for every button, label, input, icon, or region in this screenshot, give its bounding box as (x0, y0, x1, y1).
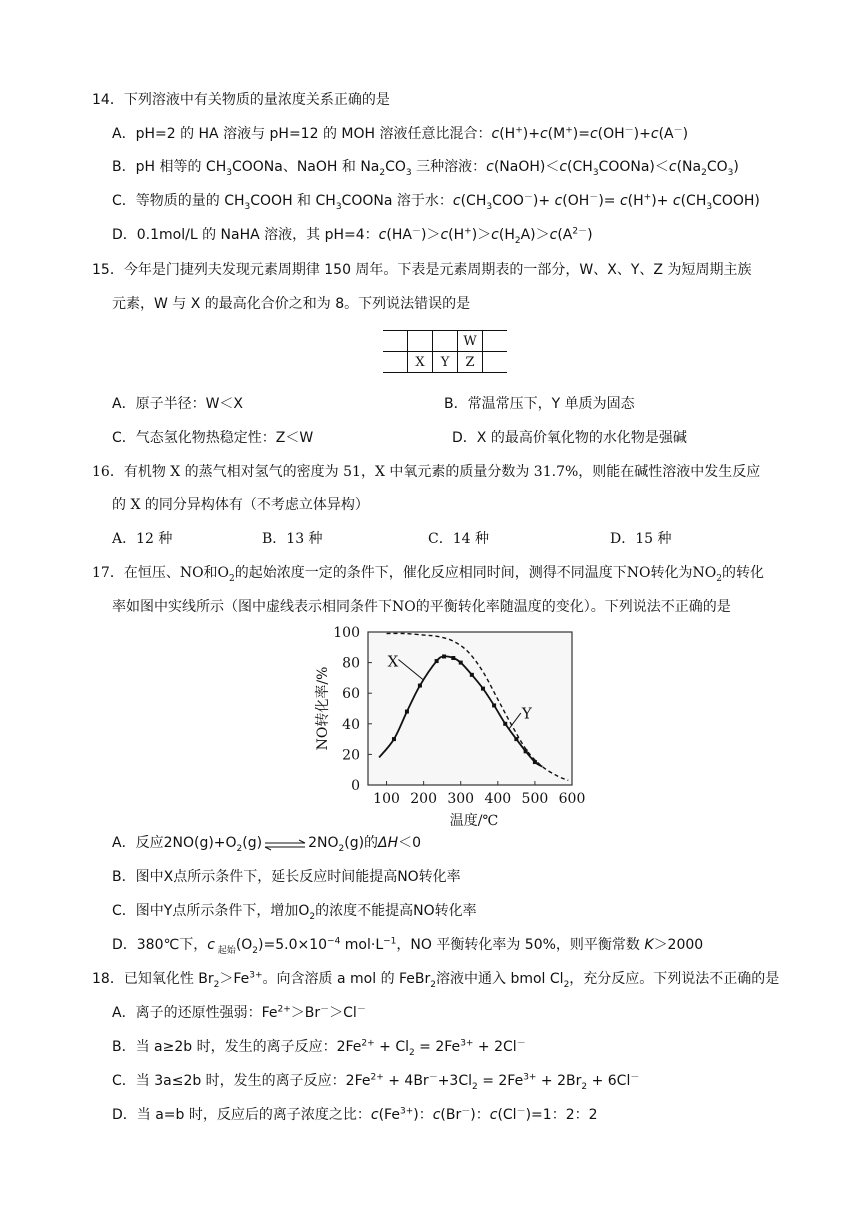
text-segment: (CH (680, 193, 707, 209)
text-segment: + 6Cl (587, 1073, 631, 1089)
text-segment: － (673, 125, 683, 136)
point-y-label: Y (521, 704, 532, 723)
text-segment: 起始 (214, 945, 236, 956)
text-segment: (CH (460, 193, 487, 209)
text-segment: (M (547, 126, 566, 142)
text-segment: － (461, 1106, 471, 1117)
question-15-option-a: A．原子半径：W＜X (112, 396, 244, 412)
text-segment: c (432, 1107, 441, 1123)
y-axis-title: NO转化率/% (315, 666, 331, 751)
question-18-option-c (112, 1071, 639, 1091)
text-segment: 3+ (523, 1072, 537, 1083)
text-segment: c (491, 227, 499, 243)
text-segment: D．0.1mol/L 的 NaHA 溶液，其 pH=4： (112, 227, 379, 243)
text-segment: )： (413, 1107, 433, 1123)
x-axis-title: 温度/℃ (449, 813, 499, 828)
question-15-option-b: B．常温常压下，Y 单质为固态 (444, 396, 635, 412)
text-segment: (NaOH)＜ (493, 159, 560, 175)
text-segment: K (644, 937, 654, 953)
text-segment: 的转化 (721, 565, 764, 581)
text-segment: )= (598, 193, 620, 209)
text-segment: － (356, 1004, 366, 1015)
text-segment: 的浓度不能提高NO转化率 (315, 903, 477, 919)
point-x-label: X (387, 652, 399, 671)
question-15-stem-line2: 元素，W 与 X 的最高化合价之和为 8。下列说法错误的是 (112, 296, 471, 312)
text-segment: ＞Fe (219, 971, 250, 987)
text-segment: + (565, 125, 573, 136)
question-14-option-a (112, 124, 688, 144)
text-segment: c (440, 227, 449, 243)
question-15-stem-line1: 15．今年是门捷列夫发现元素周期律 150 周年。下表是元素周期表的一部分，W、X、Y、Z 为短周期主族 (92, 262, 752, 278)
text-segment: (g)的 (344, 835, 379, 851)
text-segment: + 4Br (383, 1073, 429, 1089)
equilibrium-arrow-icon (262, 837, 308, 849)
text-segment: c (452, 193, 461, 209)
text-segment: － (630, 1072, 640, 1083)
x-tick-label: 400 (484, 791, 512, 807)
text-segment: COOH 和 CH (250, 193, 336, 209)
text-segment: )+ (532, 193, 555, 209)
plot-frame (368, 632, 572, 785)
data-point-marker (405, 710, 409, 714)
text-segment: c (650, 126, 659, 142)
text-segment: ＞Cl (329, 1005, 357, 1021)
text-segment: (Cl (497, 1107, 517, 1123)
text-segment: ) (587, 227, 593, 243)
x-tick-label: 100 (373, 791, 400, 807)
question-18-stem (92, 969, 779, 989)
text-segment: (H (627, 193, 644, 209)
y-tick-label: 0 (351, 778, 360, 794)
text-segment: 2 (213, 979, 220, 990)
text-segment: )＞ (420, 227, 441, 243)
question-17-option-d (112, 935, 703, 955)
text-segment: 2 (252, 945, 259, 956)
text-segment: (O (235, 937, 253, 953)
text-segment: + (464, 226, 472, 237)
text-segment: A)＞ (520, 227, 550, 243)
text-segment: + (643, 192, 652, 203)
text-segment: － (516, 1106, 526, 1117)
data-point-marker (392, 737, 396, 741)
text-segment: ，充分反应。下列说法不正确的是 (569, 971, 780, 987)
text-segment: )+ (522, 126, 540, 142)
text-segment: 3+ (399, 1106, 414, 1117)
periodic-table-fragment (383, 330, 507, 373)
pt-cell (483, 331, 508, 352)
text-segment: c (491, 126, 500, 142)
question-17-option-c (112, 901, 477, 921)
text-segment: COO (492, 193, 524, 209)
question-14-option-d (112, 225, 593, 245)
text-segment: )=1：2：2 (525, 1107, 598, 1123)
no-conversion-chart (300, 622, 600, 828)
text-segment: 。向含溶质 a mol 的 FeBr (262, 971, 431, 987)
text-segment: (H (499, 126, 516, 142)
text-segment: (Br (440, 1107, 462, 1123)
text-segment: (OH (562, 193, 590, 209)
pt-cell (433, 331, 458, 352)
text-segment: B．pH 相等的 CH (112, 159, 227, 175)
text-segment: 2+ (277, 1004, 291, 1015)
text-segment: c (589, 126, 598, 142)
data-point-marker (418, 684, 422, 688)
question-17-option-a (112, 833, 421, 853)
data-point-marker (470, 673, 474, 677)
text-segment: ，NO 平衡转化率为 50%，则平衡常数 (396, 937, 645, 953)
text-segment: (Fe (378, 1107, 400, 1123)
text-segment: 2 (716, 573, 722, 584)
text-segment: C．图中Y点所示条件下，增加O (112, 903, 310, 919)
data-point-marker (459, 661, 463, 665)
text-segment: +3Cl (437, 1073, 473, 1089)
text-segment: 2 (514, 235, 521, 246)
eq-right (308, 835, 422, 854)
text-segment: mol·L (340, 937, 384, 953)
text-segment: CO (385, 159, 406, 175)
text-segment: C．当 3a≤2b 时，发生的离子反应：2Fe (112, 1073, 371, 1089)
text-segment: 3 (592, 167, 599, 178)
text-segment: )+ (651, 193, 673, 209)
text-segment: (OH (597, 126, 625, 142)
text-segment: 2 (379, 167, 386, 178)
question-14-stem: 14．下列溶液中有关物质的量浓度关系正确的是 (92, 92, 390, 108)
pt-cell-w: W (458, 331, 483, 352)
text-segment: － (523, 192, 533, 203)
text-segment: )=5.0×10 (258, 937, 328, 953)
pt-cell-x: X (408, 352, 433, 373)
text-segment: + 2Br (536, 1073, 582, 1089)
text-segment: ＞2000 (653, 937, 704, 953)
text-segment: D．380℃下， (112, 937, 208, 953)
text-segment: 3 (706, 201, 713, 212)
text-segment: COONa、NaOH 和 Na (231, 159, 380, 175)
text-segment: + Cl (374, 1039, 409, 1055)
pt-cell-z: Z (458, 352, 483, 373)
pt-cell (483, 352, 508, 373)
text-segment: COOH) (712, 193, 760, 209)
text-segment: c (672, 193, 681, 209)
text-segment: 2 (229, 573, 235, 584)
text-segment: c (559, 159, 568, 175)
text-segment: 2 (409, 1047, 415, 1058)
text-segment: c (549, 227, 558, 243)
text-segment: c (486, 159, 494, 175)
text-segment: = 2Fe (414, 1039, 461, 1055)
text-segment: 2 (472, 1081, 478, 1092)
text-segment: (A (658, 126, 674, 142)
text-segment: A．离子的还原性强弱：Fe (112, 1005, 278, 1021)
text-segment: (A (557, 227, 573, 243)
text-segment: 2 (581, 1081, 588, 1092)
text-segment: + (515, 125, 523, 136)
text-segment: － (428, 1072, 438, 1083)
data-point-marker (442, 654, 446, 658)
text-segment: A．反应2NO(g)+O (112, 835, 237, 851)
text-segment: － (624, 125, 634, 136)
question-18-option-a (112, 1003, 366, 1023)
y-tick-label: 100 (333, 625, 360, 641)
question-17-stem-line1 (92, 563, 764, 583)
question-16-option-a: A．12 种 (112, 531, 173, 547)
text-segment: c (370, 1107, 379, 1123)
text-segment: 3+ (249, 970, 263, 981)
text-segment: A．pH=2 的 HA 溶液与 pH=12 的 MOH 溶液任意比混合： (112, 126, 492, 142)
text-segment: c (207, 937, 215, 953)
text-segment: 17．在恒压、NO和O (92, 565, 230, 581)
text-segment: D．当 a=b 时，反应后的离子浓度之比： (112, 1107, 371, 1123)
data-point-marker (492, 703, 496, 707)
text-segment: － (516, 1038, 526, 1049)
y-tick-label: 80 (342, 655, 360, 672)
question-16-option-b: B．13 种 (262, 531, 323, 547)
text-segment: 3 (486, 201, 493, 212)
text-segment: 3 (405, 167, 412, 178)
y-tick-label: 60 (342, 686, 360, 703)
text-segment: )+ (633, 126, 651, 142)
text-segment: c (619, 193, 628, 209)
question-17-option-b: B．图中X点所示条件下，延长反应时间能提高NO转化率 (112, 869, 461, 885)
text-segment: (Na (676, 159, 702, 175)
text-segment: 2 (309, 911, 316, 922)
pt-cell (408, 331, 433, 352)
text-segment: c (668, 159, 677, 175)
question-16-option-d: D．15 种 (610, 531, 672, 547)
x-tick-label: 500 (521, 791, 549, 807)
text-segment: (CH (567, 159, 593, 175)
text-segment: + 2Cl (473, 1039, 517, 1055)
text-segment: 2+ (361, 1038, 375, 1049)
text-segment: −1 (383, 936, 397, 947)
text-segment: 的起始浓度一定的条件下，催化反应相同时间，测得不同温度下NO转化为NO (234, 565, 717, 581)
text-segment: 2+ (370, 1072, 384, 1083)
data-point-marker (435, 659, 439, 663)
question-15-option-d: D．X 的最高价氧化物的水化物是强碱 (452, 430, 687, 446)
text-segment: － (589, 192, 599, 203)
data-point-marker (451, 656, 455, 660)
text-segment: COONa)＜ (598, 159, 669, 175)
y-tick-label: 20 (342, 747, 360, 764)
text-segment: )= (572, 126, 590, 142)
question-16-option-c: C．14 种 (428, 531, 489, 547)
text-segment: 2 (430, 979, 437, 990)
text-segment: 2NO (308, 835, 339, 851)
text-segment: 3 (244, 201, 251, 212)
text-segment: － (320, 1004, 330, 1015)
text-segment: 18．已知氧化性 Br (92, 971, 214, 987)
question-18-option-d (112, 1105, 598, 1125)
x-tick-label: 200 (410, 791, 438, 807)
text-segment: (H (498, 227, 515, 243)
text-segment: C．等物质的量的 CH (112, 193, 245, 209)
text-segment: )： (470, 1107, 490, 1123)
text-segment: c (489, 1107, 498, 1123)
text-segment: = 2Fe (477, 1073, 524, 1089)
text-segment: ) (733, 159, 739, 175)
text-segment: 溶液中通入 bmol Cl (436, 971, 564, 987)
question-14-option-c (112, 191, 760, 211)
text-segment: 2－ (572, 226, 588, 237)
text-segment: 3 (727, 167, 734, 178)
text-segment: ΔH (378, 835, 399, 851)
text-segment: −4 (327, 936, 341, 947)
text-segment: 3 (226, 167, 232, 178)
text-segment: 2 (338, 843, 345, 854)
text-segment: 3+ (460, 1038, 474, 1049)
eq-left (112, 835, 263, 854)
question-18-option-b (112, 1037, 526, 1057)
text-segment: c (378, 227, 387, 243)
text-segment: B．当 a≥2b 时，发生的离子反应：2Fe (112, 1039, 362, 1055)
text-segment: (H (448, 227, 465, 243)
text-segment: (g) (242, 835, 263, 851)
y-tick-label: 40 (342, 716, 360, 733)
question-17-stem-line2: 率如图中实线所示（图中虚线表示相同条件下NO的平衡转化率随温度的变化）。下列说法不正确的是 (112, 599, 731, 615)
text-segment: 2 (701, 167, 707, 178)
x-tick-label: 600 (558, 791, 586, 807)
question-14-option-b (112, 157, 739, 177)
text-segment: ＞Br (290, 1005, 321, 1021)
text-segment: 2 (563, 979, 570, 990)
data-point-marker (481, 687, 485, 691)
text-segment: COONa 溶于水： (341, 193, 453, 209)
question-15-option-c: C．气态氢化物热稳定性：Z＜W (112, 430, 314, 446)
question-16-stem-line1: 16．有机物 X 的蒸气相对氢气的密度为 51，X 中氧元素的质量分数为 31.7%，则能在碱性溶液中发生反应 (92, 464, 761, 480)
text-segment: ) (682, 126, 689, 142)
text-segment: ＜0 (398, 835, 422, 851)
text-segment: CO (706, 159, 728, 175)
text-segment: (HA (386, 227, 412, 243)
text-segment: c (539, 126, 548, 142)
pt-cell (383, 331, 408, 352)
text-segment: － (411, 226, 421, 237)
text-segment: 2 (236, 843, 243, 854)
data-point-marker (503, 722, 507, 726)
pt-cell (383, 352, 408, 373)
text-segment: )＞ (471, 227, 492, 243)
question-16-stem-line2: 的 X 的同分异构体有（不考虑立体异构） (112, 497, 369, 513)
text-segment: 三种溶液： (411, 159, 487, 175)
text-segment: 3 (335, 201, 342, 212)
x-tick-label: 300 (447, 791, 475, 807)
text-segment: c (554, 193, 563, 209)
data-point-marker (514, 737, 518, 741)
pt-cell-y: Y (433, 352, 458, 373)
